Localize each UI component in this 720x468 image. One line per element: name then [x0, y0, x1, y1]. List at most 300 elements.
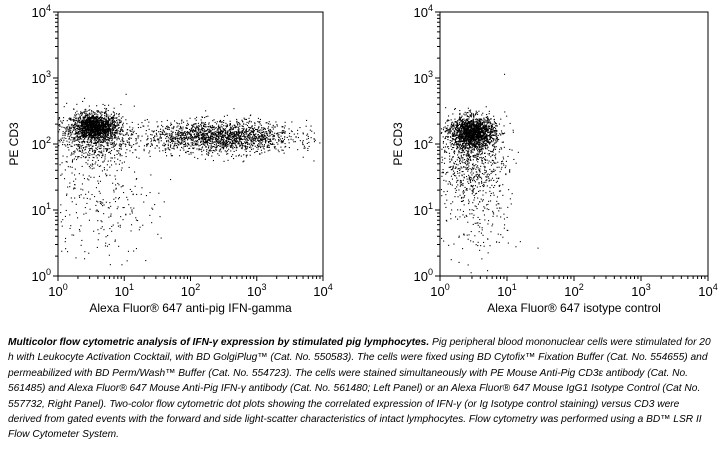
event-dot [148, 143, 149, 144]
event-dot [100, 203, 101, 204]
event-dot [110, 135, 111, 136]
event-dot [207, 116, 208, 117]
event-dot [206, 130, 207, 131]
event-dot [178, 135, 179, 136]
event-dot [85, 146, 86, 147]
event-dot [192, 136, 193, 137]
event-dot [74, 158, 75, 159]
event-dot [181, 143, 182, 144]
event-dot [101, 119, 102, 120]
event-dot [93, 132, 94, 133]
event-dot [205, 126, 206, 127]
event-dot [236, 126, 237, 127]
event-dot [284, 127, 285, 128]
event-dot [315, 140, 316, 141]
event-dot [105, 148, 106, 149]
event-dot [121, 170, 122, 171]
event-dot [230, 150, 231, 151]
event-dot [118, 124, 119, 125]
event-dot [97, 138, 98, 139]
event-dot [105, 135, 106, 136]
event-dot [110, 216, 111, 217]
event-dot [115, 241, 116, 242]
event-dot [246, 134, 247, 135]
event-dot [214, 144, 215, 145]
event-dot [485, 140, 486, 141]
event-dot [89, 175, 90, 176]
event-dot [183, 148, 184, 149]
event-dot [277, 135, 278, 136]
event-dot [78, 129, 79, 130]
event-dot [238, 127, 239, 128]
event-dot [215, 147, 216, 148]
event-dot [254, 137, 255, 138]
event-dot [59, 141, 60, 142]
event-dot [259, 142, 260, 143]
event-dot [278, 137, 279, 138]
event-dot [249, 121, 250, 122]
event-dot [68, 118, 69, 119]
event-dot [208, 155, 209, 156]
event-dot [88, 152, 89, 153]
event-dot [100, 122, 101, 123]
event-dot [97, 165, 98, 166]
x-tick-label: $10^0$ [48, 282, 68, 299]
event-dot [177, 134, 178, 135]
event-dot [171, 133, 172, 134]
event-dot [86, 130, 87, 131]
event-dot [135, 149, 136, 150]
event-dot [92, 168, 93, 169]
event-dot [139, 146, 140, 147]
event-dot [83, 119, 84, 120]
event-dot [157, 234, 158, 235]
event-dot [224, 139, 225, 140]
event-dot [121, 128, 122, 129]
event-dot [215, 122, 216, 123]
event-dot [484, 122, 485, 123]
event-dot [168, 145, 169, 146]
event-dot [205, 131, 206, 132]
event-dot [79, 114, 80, 115]
event-dot [103, 120, 104, 121]
event-dot [243, 124, 244, 125]
event-dot [221, 145, 222, 146]
event-dot [84, 119, 85, 120]
event-dot [66, 210, 67, 211]
event-dot [112, 183, 113, 184]
event-dot [169, 135, 170, 136]
event-dot [149, 151, 150, 152]
event-dot [121, 130, 122, 131]
event-dot [224, 161, 225, 162]
event-dot [203, 122, 204, 123]
event-dot [168, 137, 169, 138]
event-dot [115, 128, 116, 129]
event-dot [97, 136, 98, 137]
event-dot [79, 195, 80, 196]
event-dot [103, 130, 104, 131]
event-dot [115, 175, 116, 176]
event-dot [259, 130, 260, 131]
event-dot [237, 140, 238, 141]
event-dot [182, 140, 183, 141]
event-dot [276, 142, 277, 143]
event-dot [236, 137, 237, 138]
event-dot [198, 130, 199, 131]
event-dot [254, 127, 255, 128]
event-dot [241, 143, 242, 144]
event-dot [211, 134, 212, 135]
event-dot [205, 141, 206, 142]
event-dot [225, 150, 226, 151]
event-dot [245, 142, 246, 143]
event-dot [74, 140, 75, 141]
event-dot [110, 160, 111, 161]
event-dot [195, 129, 196, 130]
event-dot [74, 174, 75, 175]
event-dot [232, 129, 233, 130]
event-dot [169, 127, 170, 128]
event-dot [147, 136, 148, 137]
event-dot [214, 141, 215, 142]
event-dot [84, 126, 85, 127]
event-dot [81, 125, 82, 126]
event-dot [310, 130, 311, 131]
event-dot [217, 132, 218, 133]
event-dot [90, 132, 91, 133]
event-dot [117, 183, 118, 184]
event-dot [265, 129, 266, 130]
event-dot [221, 151, 222, 152]
event-dot [232, 147, 233, 148]
event-dot [75, 126, 76, 127]
event-dot [106, 151, 107, 152]
event-dot [115, 130, 116, 131]
event-dot [258, 146, 259, 147]
event-dot [181, 132, 182, 133]
event-dot [94, 127, 95, 128]
event-dot [62, 144, 63, 145]
event-dot [110, 264, 111, 265]
plot-frame [58, 12, 323, 276]
event-dot [87, 154, 88, 155]
event-dot [204, 142, 205, 143]
event-dot [64, 132, 65, 133]
event-dot [260, 119, 261, 120]
event-dot [74, 184, 75, 185]
event-dot [173, 148, 174, 149]
event-dot [69, 144, 70, 145]
event-dot [222, 127, 223, 128]
event-dot [82, 121, 83, 122]
event-dot [172, 135, 173, 136]
event-dot [233, 108, 234, 109]
event-dot [165, 148, 166, 149]
event-dot [104, 105, 105, 106]
event-dot [115, 118, 116, 119]
event-dot [263, 129, 264, 130]
event-dot [150, 146, 151, 147]
event-dot [166, 141, 167, 142]
event-dot [129, 167, 130, 168]
event-dot [273, 129, 274, 130]
event-dot [105, 126, 106, 127]
event-dot [104, 138, 105, 139]
event-dot [66, 194, 67, 195]
event-dot [79, 139, 80, 140]
event-dot [248, 127, 249, 128]
event-dot [229, 129, 230, 130]
event-dot [86, 129, 87, 130]
event-dot [220, 133, 221, 134]
event-dot [81, 132, 82, 133]
event-dot [100, 134, 101, 135]
event-dot [149, 215, 150, 216]
event-dot [94, 138, 95, 139]
event-dot [111, 114, 112, 115]
event-dot [191, 142, 192, 143]
event-dot [205, 110, 206, 111]
event-dot [278, 150, 279, 151]
event-dot [172, 132, 173, 133]
event-dot [237, 124, 238, 125]
event-dot [194, 130, 195, 131]
event-dot [174, 144, 175, 145]
event-dot [86, 126, 87, 127]
event-dot [78, 131, 79, 132]
event-dot [161, 138, 162, 139]
event-dot [274, 147, 275, 148]
event-dot [215, 139, 216, 140]
event-dot [260, 147, 261, 148]
event-dot [117, 132, 118, 133]
event-dot [72, 141, 73, 142]
event-dot [126, 123, 127, 124]
event-dot [209, 122, 210, 123]
event-dot [236, 119, 237, 120]
event-dot [131, 147, 132, 148]
event-dot [136, 157, 137, 158]
event-dot [114, 127, 115, 128]
event-dot [166, 133, 167, 134]
event-dot [71, 134, 72, 135]
event-dot [245, 147, 246, 148]
event-dot [231, 133, 232, 134]
event-dot [105, 134, 106, 135]
event-dot [200, 149, 201, 150]
event-dot [192, 125, 193, 126]
event-dot [218, 142, 219, 143]
event-dot [105, 132, 106, 133]
event-dot [311, 137, 312, 138]
event-dot [80, 111, 81, 112]
event-dot [166, 134, 167, 135]
event-dot [60, 204, 61, 205]
event-dot [264, 146, 265, 147]
event-dot [73, 130, 74, 131]
event-dot [177, 143, 178, 144]
event-dot [114, 134, 115, 135]
event-dot [104, 169, 105, 170]
event-dot [278, 139, 279, 140]
event-dot [239, 154, 240, 155]
event-dot [114, 114, 115, 115]
event-dot [228, 141, 229, 142]
event-dot [99, 139, 100, 140]
event-dot [156, 134, 157, 135]
event-dot [119, 133, 120, 134]
event-dot [82, 124, 83, 125]
event-dot [73, 109, 74, 110]
event-dot [160, 216, 161, 217]
event-dot [88, 115, 89, 116]
event-dot [156, 136, 157, 137]
event-dot [236, 133, 237, 134]
x-axis-title: Alexa Fluor® 647 anti-pig IFN-gamma [89, 301, 292, 315]
event-dot [93, 157, 94, 158]
event-dot [100, 136, 101, 137]
event-dot [266, 140, 267, 141]
event-dot [72, 161, 73, 162]
event-dot [65, 238, 66, 239]
event-dot [236, 150, 237, 151]
event-dot [251, 140, 252, 141]
event-dot [273, 126, 274, 127]
event-dot [98, 135, 99, 136]
event-dot [66, 141, 67, 142]
event-dot [173, 137, 174, 138]
event-dot [63, 131, 64, 132]
event-dot [264, 133, 265, 134]
event-dot [109, 255, 110, 256]
event-dot [84, 251, 85, 252]
event-dot [223, 147, 224, 148]
event-dot [209, 132, 210, 133]
event-dot [243, 126, 244, 127]
event-dot [69, 186, 70, 187]
event-dot [90, 148, 91, 149]
event-dot [109, 119, 110, 120]
event-dot [118, 184, 119, 185]
event-dot [251, 149, 252, 150]
event-dot [92, 115, 93, 116]
event-dot [170, 153, 171, 154]
event-dot [104, 127, 105, 128]
event-dot [201, 119, 202, 120]
event-dot [97, 247, 98, 248]
event-dot [248, 123, 249, 124]
event-dot [172, 148, 173, 149]
event-dot [132, 152, 133, 153]
event-dot [114, 191, 115, 192]
event-dot [79, 122, 80, 123]
event-dot [84, 124, 85, 125]
event-dot [245, 148, 246, 149]
event-dot [158, 142, 159, 143]
event-dot [249, 133, 250, 134]
event-dot [212, 152, 213, 153]
event-dot [269, 131, 270, 132]
event-dot [210, 143, 211, 144]
event-dot [125, 146, 126, 147]
event-dot [108, 143, 109, 144]
event-dot [212, 139, 213, 140]
event-dot [89, 122, 90, 123]
event-dot [65, 145, 66, 146]
event-dot [84, 133, 85, 134]
event-dot [109, 175, 110, 176]
event-dot [150, 192, 151, 193]
event-dot [194, 157, 195, 158]
event-dot [131, 209, 132, 210]
event-dot [105, 121, 106, 122]
event-dot [212, 143, 213, 144]
event-dot [226, 132, 227, 133]
event-dot [255, 133, 256, 134]
event-dot [75, 136, 76, 137]
event-dot [110, 144, 111, 145]
event-dot [243, 133, 244, 134]
event-dot [81, 135, 82, 136]
event-dot [201, 149, 202, 150]
event-dot [133, 251, 134, 252]
event-dot [200, 142, 201, 143]
event-dot [257, 145, 258, 146]
event-dot [192, 138, 193, 139]
event-dot [190, 118, 191, 119]
event-dot [114, 125, 115, 126]
event-dot [92, 125, 93, 126]
event-dot [112, 142, 113, 143]
event-dot [104, 108, 105, 109]
event-dot [252, 125, 253, 126]
event-dot [212, 133, 213, 134]
event-dot [117, 125, 118, 126]
event-dot [225, 132, 226, 133]
event-dot [253, 143, 254, 144]
event-dot [304, 146, 305, 147]
event-dot [308, 138, 309, 139]
event-dot [84, 120, 85, 121]
event-dot [267, 145, 268, 146]
event-dot [194, 137, 195, 138]
event-dot [117, 222, 118, 223]
event-dot [70, 139, 71, 140]
event-dot [245, 119, 246, 120]
event-dot [211, 133, 212, 134]
event-dot [68, 166, 69, 167]
event-dot [104, 160, 105, 161]
event-dot [240, 136, 241, 137]
event-dot [62, 135, 63, 136]
event-dot [202, 117, 203, 118]
event-dot [193, 139, 194, 140]
event-dot [90, 130, 91, 131]
event-dot [82, 152, 83, 153]
event-dot [138, 137, 139, 138]
event-dot [189, 133, 190, 134]
event-dot [266, 137, 267, 138]
event-dot [110, 151, 111, 152]
event-dot [227, 133, 228, 134]
event-dot [174, 120, 175, 121]
event-dot [95, 122, 96, 123]
event-dot [251, 141, 252, 142]
event-dot [218, 126, 219, 127]
event-dot [201, 126, 202, 127]
event-dot [247, 125, 248, 126]
